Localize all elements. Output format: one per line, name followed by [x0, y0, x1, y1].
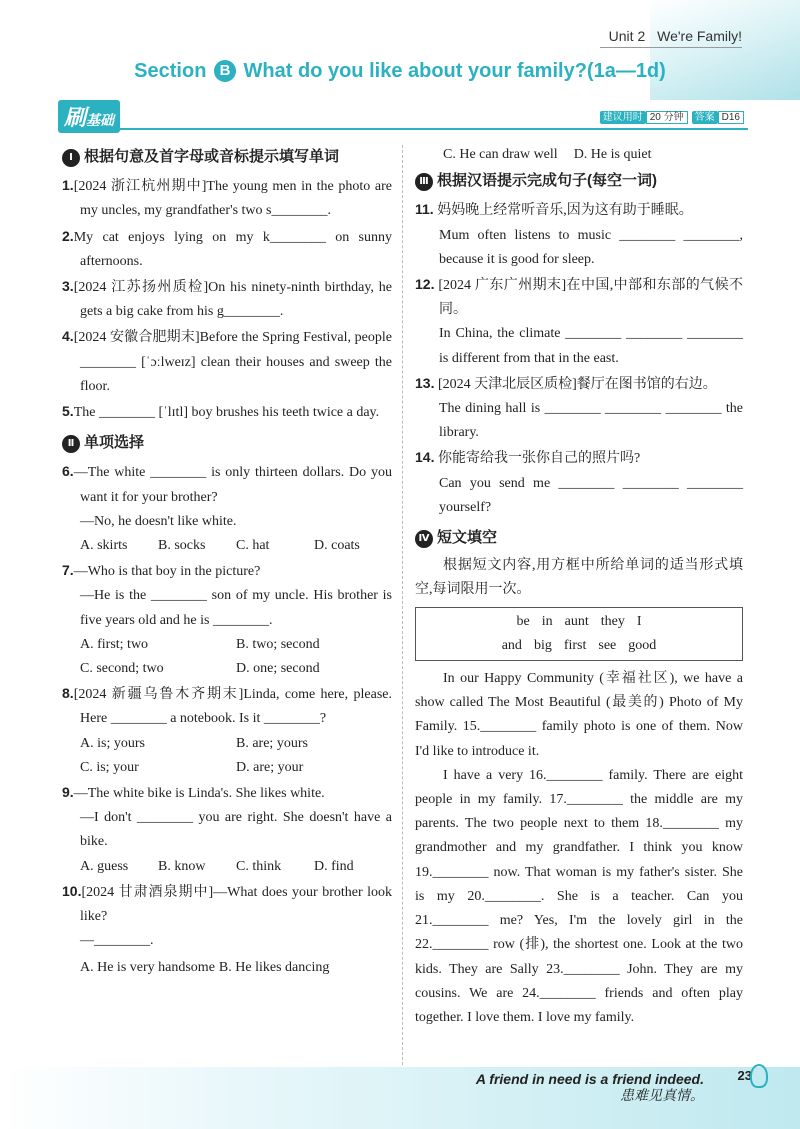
option[interactable]: A. He is very handsome [80, 959, 215, 975]
band-logo-big: 刷 [64, 105, 87, 130]
question-7-options-row2 [62, 657, 392, 681]
part1-title: 根据句意及首字母或音标提示填写单词 [84, 148, 340, 165]
part3-title: 根据汉语提示完成句子(每空一词) [437, 172, 657, 190]
question-10: 10.[2024 甘肃酒泉期中]—What does your brother look like? [62, 882, 392, 925]
option[interactable]: D. are; your [236, 759, 304, 775]
option[interactable]: B. socks [158, 538, 206, 554]
part4-roman: Ⅳ [415, 530, 433, 548]
right-column [415, 143, 743, 1030]
question-2: 2.My cat enjoys lying on my k________ on sunny afternoons. [62, 227, 392, 269]
question-5: 5.The ________ [ˈlɪtl] boy brushes his teeth twice a day. [62, 403, 380, 421]
band-line [58, 128, 748, 130]
question-8-options-row2 [62, 756, 392, 780]
question-3: 3.[2024 江苏扬州质检]On his ninety-ninth birthday, he gets a big cake from his g________. [62, 278, 392, 320]
part2-roman: Ⅱ [62, 435, 80, 453]
question-12: 12. [2024 广东广州期末]在中国,中部和东部的气候不同。 [415, 276, 744, 318]
proverb-english: A friend in need is a friend indeed. [475, 1071, 704, 1087]
option[interactable]: C. hat [236, 538, 270, 554]
column-divider [402, 145, 403, 1065]
option[interactable]: D. He is quiet [573, 147, 652, 162]
option[interactable]: A. skirts [80, 538, 128, 554]
header-rule [600, 47, 742, 48]
unit-title: We're Family! [657, 28, 742, 44]
option[interactable]: D. coats [314, 538, 360, 554]
question-8: 8.[2024 新疆乌鲁木齐期末]Linda, come here, please. Here ________ a notebook. Is it ________? [62, 685, 392, 727]
part4-instruction: 根据短文内容,用方框中所给单词的适当形式填空,每词限用一次。 [415, 558, 743, 598]
unit-label: Unit 2 [608, 28, 646, 44]
passage-paragraph-1: In our Happy Community (幸福社区), we have a show called The Most Beautiful (最美的) Photo of My Family. 15.________ family photo is one of them. Now I'd like to introduce it. [415, 671, 743, 759]
question-6: 6.—The white ________ is only thirteen dollars. Do you want it for your brother? [62, 463, 392, 505]
proverb-chinese: 患难见真情。 [620, 1089, 704, 1104]
part3-heading [415, 169, 743, 193]
unit-header [601, 28, 742, 44]
option[interactable]: A. first; two [80, 636, 149, 652]
option[interactable]: C. He can draw well [443, 147, 558, 162]
question-11-english: Mum often listens to music ________ ________, because it is good for sleep. [439, 227, 743, 267]
option[interactable]: C. is; your [80, 759, 139, 775]
option[interactable]: C. second; two [80, 661, 164, 677]
band-meta [600, 108, 748, 123]
option[interactable]: A. is; yours [80, 735, 145, 751]
part1-heading [62, 145, 392, 169]
part4-heading [415, 526, 743, 550]
question-7-options-row1 [62, 633, 392, 657]
question-1: 1.[2024 浙江杭州期中]The young men in the photo are my uncles, my grandfather's two s________. [62, 177, 392, 219]
question-10-reply: —________. [80, 933, 154, 949]
practice-band [58, 100, 748, 132]
option[interactable]: C. think [236, 858, 282, 874]
question-9: 9.—The white bike is Linda's. She likes white. [62, 784, 325, 802]
section-heading: What do you like about your family?(1a—1d) [243, 60, 666, 82]
option[interactable]: A. guess [80, 858, 129, 874]
question-9-options [62, 855, 392, 879]
question-12-english: In China, the climate ________ ________ ________ is different from that in the east. [439, 326, 743, 366]
question-14: 14. 你能寄给我一张你自己的照片吗? [415, 449, 641, 467]
section-prefix: Section [134, 60, 207, 82]
part4-title: 短文填空 [437, 529, 498, 547]
option[interactable]: B. are; yours [236, 735, 308, 751]
part1-roman: Ⅰ [62, 149, 80, 167]
question-7: 7.—Who is that boy in the picture? [62, 562, 261, 580]
answer-label: 答案 [692, 111, 718, 124]
part2-heading [62, 431, 392, 455]
lightbulb-icon [750, 1064, 768, 1088]
question-14-english: Can you send me ________ ________ ________ yourself? [439, 475, 743, 515]
question-10-options-row1 [62, 956, 392, 980]
corner-decoration [650, 0, 800, 100]
band-logo-small: 基础 [86, 112, 115, 128]
word-box-row2: and big first see good [501, 637, 657, 653]
option[interactable]: D. find [314, 858, 354, 874]
word-box-row1: be in aunt they I [516, 613, 642, 629]
option[interactable]: D. one; second [236, 661, 320, 677]
section-title [0, 60, 800, 83]
time-label: 建议用时 [600, 111, 646, 124]
page-number: 23 [737, 1068, 752, 1083]
question-6-reply: —No, he doesn't like white. [80, 513, 237, 529]
question-13: 13. [2024 天津北辰区质检]餐厅在图书馆的右边。 [415, 374, 717, 392]
question-9-reply: —I don't ________ you are right. She doesn't have a bike. [80, 810, 392, 850]
option[interactable]: B. He likes dancing [218, 959, 330, 975]
option[interactable]: B. know [158, 858, 206, 874]
question-8-options-row1 [62, 732, 392, 756]
footer-proverb [476, 1070, 704, 1106]
question-11: 11. 妈妈晚上经常听音乐,因为这有助于睡眠。 [415, 201, 693, 219]
question-7-reply: —He is the ________ son of my uncle. His brother is five years old and he is ________. [80, 588, 392, 628]
left-column [62, 143, 392, 980]
question-10-options-row2 [415, 143, 743, 167]
option[interactable]: B. two; second [236, 636, 320, 652]
word-box [415, 607, 743, 661]
question-13-english: The dining hall is ________ ________ ________ the library. [439, 401, 743, 441]
part2-title: 单项选择 [84, 434, 145, 452]
section-letter-badge: B [214, 60, 236, 82]
question-4: 4.[2024 安徽合肥期末]Before the Spring Festival, people ________ [ˈɔːlweɪz] clean their houses and sweep the floor. [62, 328, 392, 394]
part3-roman: Ⅲ [415, 173, 433, 191]
time-value: 20 分钟 [646, 111, 688, 124]
passage-paragraph-2: I have a very 16.________ family. There are eight people in my family. 17.________ the middle are my parents. The two people next to them 18.________ my grandmother and my grandfather. I think you know 19.________ now. That woman is my father's sister. She is my 20.________. She is a teacher. Can you 21.________ me? Yes, I'm the lovely girl in the 22.________ row (排), the shortest one. Look at the two kids. They are Sally 23.________ John. They are my cousins. We are 24.________ friends and often play together. I love them. I love my family. [415, 767, 743, 1025]
question-6-options [62, 534, 392, 558]
answer-value: D16 [718, 111, 744, 124]
